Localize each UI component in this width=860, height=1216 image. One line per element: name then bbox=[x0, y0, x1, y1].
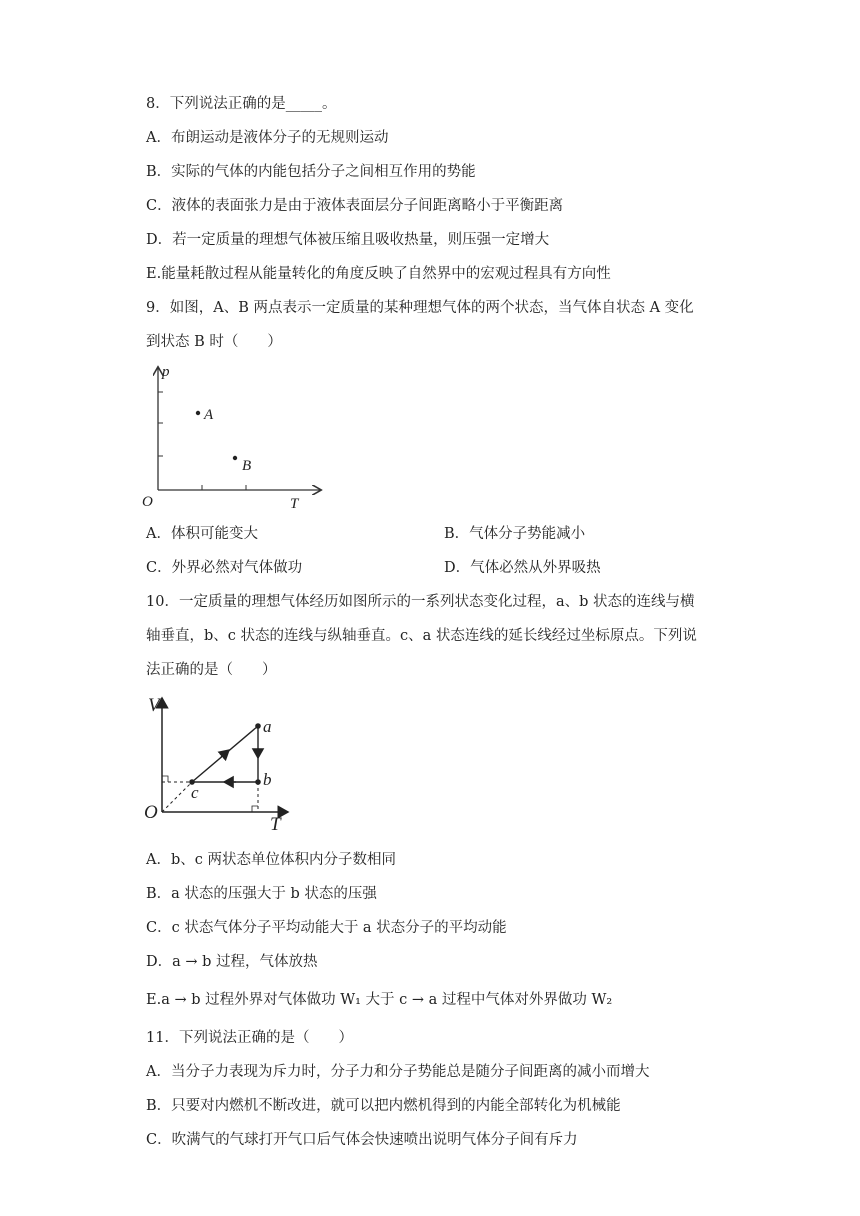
q10-option-e: E.a → b 过程外界对气体做功 W₁ 大于 c → a 过程中气体对外界做功 W₂ bbox=[146, 992, 613, 1008]
q9-stem-line1: 9．如图，A、B 两点表示一定质量的某种理想气体的两个状态，当气体自状态 A 变化 bbox=[146, 300, 694, 316]
q9-stem-line2: 到状态 B 时（ ） bbox=[146, 334, 282, 350]
q9-x-label: T bbox=[290, 496, 299, 512]
q11-option-a: A．当分子力表现为斥力时，分子力和分子势能总是随分子间距离的减小而增大 bbox=[146, 1064, 650, 1080]
q10-point-b bbox=[255, 779, 261, 785]
q9-option-c: C．外界必然对气体做功 bbox=[146, 560, 303, 576]
q8-option-a: A．布朗运动是液体分子的无规则运动 bbox=[146, 130, 389, 146]
q9-y-label: p bbox=[162, 364, 170, 380]
q11-stem: 11．下列说法正确的是（ ） bbox=[146, 1030, 353, 1046]
q8-option-d: D．若一定质量的理想气体被压缩且吸收热量，则压强一定增大 bbox=[146, 232, 550, 248]
q9-option-a: A．体积可能变大 bbox=[146, 526, 258, 542]
q9-option-b: B．气体分子势能减小 bbox=[444, 526, 586, 542]
q10-stem-line3: 法正确的是（ ） bbox=[146, 662, 277, 678]
q9-label-a: A bbox=[204, 407, 214, 423]
q8-stem: 8．下列说法正确的是_____。 bbox=[146, 96, 337, 112]
q8-option-c: C．液体的表面张力是由于液体表面层分子间距离略小于平衡距离 bbox=[146, 198, 564, 214]
q9-origin-label: O bbox=[142, 494, 153, 510]
q10-x-label: T bbox=[270, 814, 281, 835]
q10-point-a bbox=[255, 723, 261, 729]
q10-option-d: D．a → b 过程，气体放热 bbox=[146, 954, 318, 970]
q8-option-b: B．实际的气体的内能包括分子之间相互作用的势能 bbox=[146, 164, 476, 180]
q10-label-b: b bbox=[263, 770, 272, 789]
q10-y-label: V bbox=[148, 695, 160, 716]
q10-vt-graph bbox=[140, 692, 300, 838]
q9-option-d: D．气体必然从外界吸热 bbox=[444, 560, 601, 576]
q8-option-e: E.能量耗散过程从能量转化的角度反映了自然界中的宏观过程具有方向性 bbox=[146, 266, 611, 282]
q9-point-b bbox=[233, 456, 237, 460]
q9-point-a bbox=[196, 411, 200, 415]
q10-label-c: c bbox=[191, 783, 199, 802]
q11-option-b: B．只要对内燃机不断改进，就可以把内燃机得到的内能全部转化为机械能 bbox=[146, 1098, 621, 1114]
q10-option-b: B．a 状态的压强大于 b 状态的压强 bbox=[146, 886, 377, 902]
q11-option-c: C．吹满气的气球打开气口后气体会快速喷出说明气体分子间有斥力 bbox=[146, 1132, 578, 1148]
q10-option-a: A．b、c 两状态单位体积内分子数相同 bbox=[146, 852, 396, 868]
q10-origin-label: O bbox=[144, 802, 158, 823]
q10-stem-line1: 10．一定质量的理想气体经历如图所示的一系列状态变化过程，a、b 状态的连线与横 bbox=[146, 594, 695, 610]
q10-option-c: C．c 状态气体分子平均动能大于 a 状态分子的平均动能 bbox=[146, 920, 507, 936]
q9-pt-graph bbox=[138, 362, 328, 512]
q9-label-b: B bbox=[242, 458, 252, 474]
q10-label-a: a bbox=[263, 717, 272, 736]
q10-stem-line2: 轴垂直，b、c 状态的连线与纵轴垂直。c、a 状态连线的延长线经过坐标原点。下列说 bbox=[146, 628, 697, 644]
